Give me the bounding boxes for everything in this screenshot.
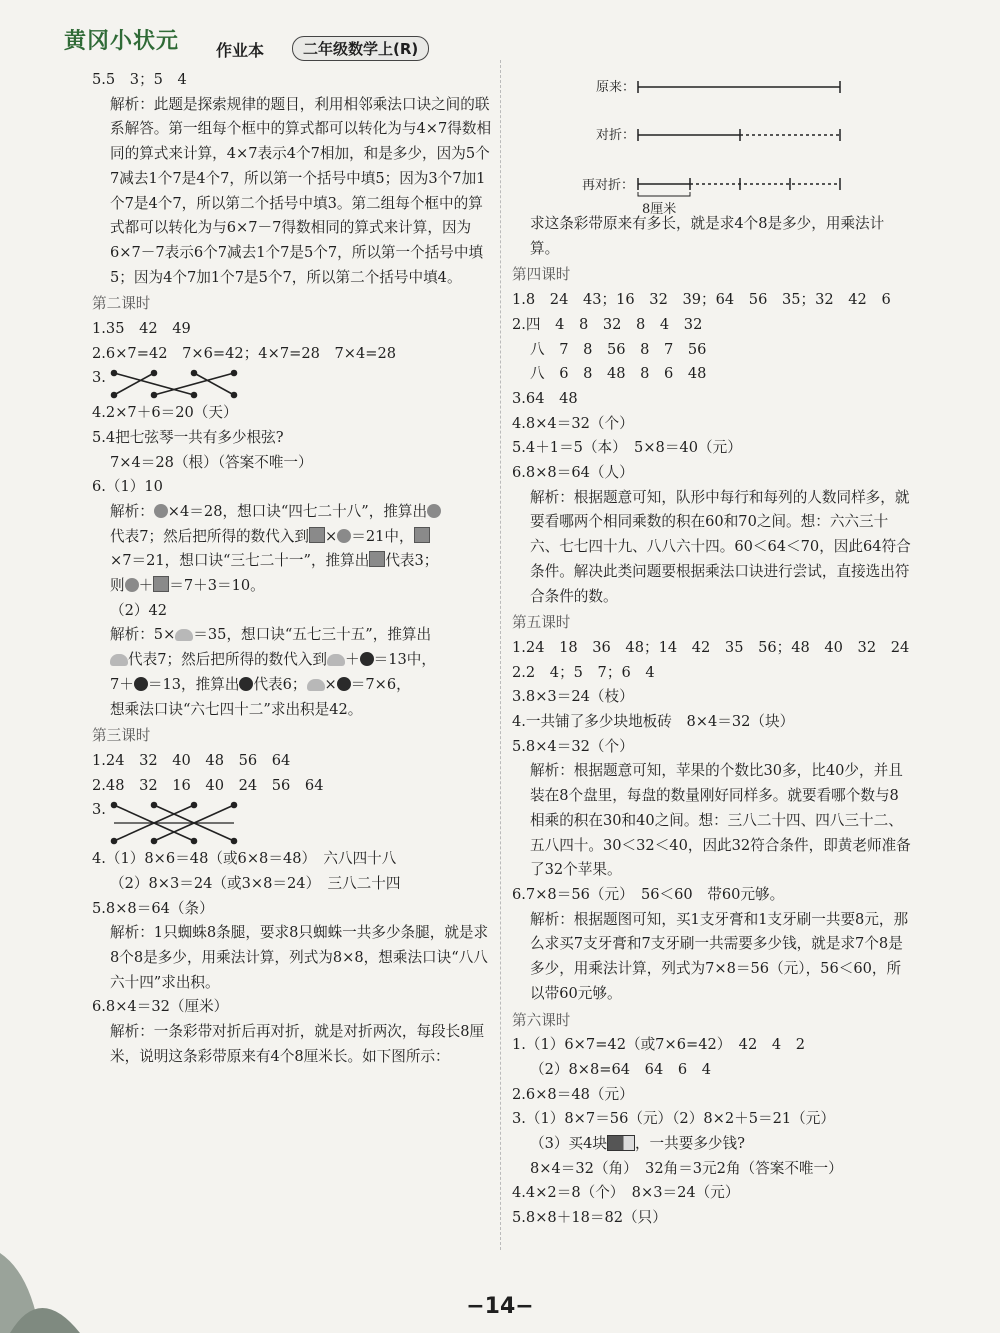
analysis-text: ×7＝21，想口诀“三七二十一”，推算出: [110, 552, 370, 570]
analysis-text: ＝13中，: [373, 651, 436, 669]
analysis-line: [92, 673, 492, 698]
square-icon: [414, 527, 430, 543]
peach-icon: [110, 654, 128, 666]
section-heading: 第二课时: [92, 295, 151, 313]
analysis-text: 解析：根据题意可知，苹果的个数比30多，比40少，并且装在8个盘里，每盘的数量刚好同样多。就要看哪个数与8相乘的积在30和40之间。想：三八二十四、四八三十二、五八四十。30＜32＜40，因此32符合条件，即黄老师准备了32个苹果。: [530, 762, 911, 879]
folded-ribbon-line: [636, 128, 846, 142]
section-heading: 第五课时: [512, 614, 571, 632]
leaf-decoration: [0, 1213, 90, 1333]
answer-line: 八 6 8 48 8 6 48: [530, 365, 707, 383]
analysis-text: 代表6；: [253, 675, 307, 693]
analysis-text: ×: [324, 675, 337, 693]
analysis-text: 解析：根据题图可知，买1支牙膏和1支牙刷一共要8元，那么求买7支牙膏和7支牙刷一共需要多少钱，就是求7个8是多少，用乘法计算，列式为7×8＝56（元），56＜60，所以带60元够。: [530, 910, 909, 1002]
answer-line: （2）42: [110, 601, 168, 619]
analysis-text: 解析：根据题意可知，队形中每行和每列的人数同样多，就要看哪两个相同乘数的积在60和70之间。想：六六三十六、七七四十九、八八六十四。60＜64＜70，因此64符合条件。解决此类问题要根据乘法口诀进行尝试，直接选出符合条件的数。: [530, 488, 911, 605]
square-icon: [369, 551, 385, 567]
analysis-line: 想乘法口诀“六七四十二”求出积是42。: [110, 700, 363, 718]
analysis-text: 代表7；然后把所得的数代入到: [128, 651, 328, 669]
answer-line: 2.四 4 8 32 8 4 32: [512, 315, 703, 333]
answer-line: 4.4×2＝8（个） 8×3＝24（元）: [512, 1184, 740, 1202]
answer-line: 1.24 18 36 48；14 42 35 56；48 40 32 24: [512, 638, 910, 656]
answer-line: [512, 1132, 912, 1157]
section-heading: 第三课时: [92, 727, 151, 745]
square-icon: [153, 576, 169, 592]
answer-line: 1.24 32 40 48 56 64: [92, 751, 291, 769]
answer-line: 5.8×8＝64（条）: [92, 899, 214, 917]
answer-line: 八 7 8 56 8 7 56: [530, 340, 707, 358]
analysis-line: [92, 549, 492, 574]
answer-line: 3.: [92, 801, 106, 819]
analysis-text: 代表7；然后把所得的数代入到: [110, 527, 310, 545]
analysis-line: [92, 574, 492, 599]
apple-icon: [360, 652, 374, 666]
analysis-text: ＝35，想口诀“五七三十五”，推算出: [193, 626, 432, 644]
analysis-text: 则: [110, 577, 125, 595]
section-heading: 第六课时: [512, 1011, 571, 1029]
section-heading: 第四课时: [512, 266, 571, 284]
matching-diagram: [110, 369, 250, 399]
circle-icon: [154, 504, 168, 518]
answer-line: 5.5 3；5 4: [92, 71, 187, 88]
analysis-line: [92, 623, 492, 648]
answer-line: 1.35 42 49: [92, 320, 191, 338]
apple-icon: [134, 677, 148, 691]
answer-line: 5.4把七弦琴一共有多少根弦?: [92, 428, 284, 446]
circle-icon: [125, 578, 139, 592]
analysis-line: [92, 525, 492, 550]
apple-icon: [239, 677, 253, 691]
analysis-text: 代表3；: [385, 552, 439, 570]
answer-text: ，一共要多少钱?: [634, 1135, 745, 1153]
analysis-text: ＋: [138, 577, 154, 595]
analysis-text: 解析：1只蜘蛛8条腿，要求8只蜘蛛一共多少条腿，就是求8个8是多少，用乘法计算，列式为8×8，想乘法口诀“八八六十四”求出积。: [110, 924, 489, 991]
book-title: 作业本: [216, 41, 265, 60]
analysis-text: ＝13，推算出: [147, 675, 240, 693]
analysis-line: [92, 648, 492, 673]
right-column: [512, 72, 912, 1231]
circle-icon: [337, 529, 351, 543]
analysis-text: ＝7×6，: [350, 675, 411, 693]
answer-line: 4.一共铺了多少块地板砖 8×4＝32（块）: [512, 713, 795, 731]
refolded-ribbon-line: [636, 174, 846, 200]
square-icon: [309, 527, 325, 543]
analysis-text: ×: [325, 527, 338, 545]
answer-line: 1.（1）6×7=42（或7×6=42） 42 4 2: [512, 1036, 805, 1054]
answer-line: 2.48 32 16 40 24 56 64: [92, 776, 324, 794]
answer-line: 2.2 4；5 7；6 4: [512, 663, 655, 681]
original-ribbon-line: [636, 80, 846, 94]
answer-line: 6.（1）10: [92, 478, 163, 496]
answer-line: （2）8×3＝24（或3×8＝24） 三八二十四: [110, 874, 401, 892]
answer-line: 6.7×8＝56（元） 56＜60 带60元够。: [512, 885, 785, 903]
analysis-text: ＋: [345, 651, 360, 669]
answer-line: 3.64 48: [512, 389, 578, 407]
figure-label: 8厘米: [642, 202, 677, 217]
peach-icon: [327, 654, 345, 666]
figure-label: 再对折：: [582, 178, 635, 193]
circle-icon: [427, 504, 441, 518]
brand-logo: 黄冈小状元: [64, 29, 180, 54]
answer-line: 4.2×7＋6＝20（天）: [92, 404, 238, 422]
answer-line: 8×4＝32（角） 32角＝3元2角（答案不唯一）: [530, 1159, 843, 1177]
analysis-text: 解析：一条彩带对折后再对折，就是对折两次，每段长8厘米，说明这条彩带原来有4个8厘米长。如下图所示：: [110, 1023, 485, 1065]
answer-line: （2）8×8=64 64 6 4: [530, 1060, 711, 1078]
answer-line: 5.4＋1＝5（本） 5×8＝40（元）: [512, 439, 742, 457]
figure-label: 原来：: [596, 80, 636, 95]
answer-line: 7×4＝28（根）（答案不唯一）: [110, 453, 313, 471]
page-header: [60, 18, 520, 64]
analysis-text: ＝7＋3＝10。: [169, 577, 265, 595]
column-divider: [500, 60, 501, 1250]
analysis-text: ×4＝28，想口诀“四七二十八”，推算出: [167, 502, 428, 520]
analysis-line: [92, 500, 492, 525]
answer-line: 1.8 24 43；16 32 39；64 56 35；32 42 6: [512, 291, 891, 309]
answer-line: 3.（1）8×7＝56（元）（2）8×2＋5＝21（元）: [512, 1110, 835, 1128]
answer-line: 2.6×8＝48（元）: [512, 1085, 634, 1103]
answer-line: 3.8×3＝24（枝）: [512, 688, 634, 706]
peach-icon: [307, 679, 325, 691]
page-number: −14−: [466, 1294, 534, 1319]
analysis-label: 解析：: [110, 502, 154, 520]
analysis-text: 解析：5×: [110, 626, 176, 644]
answer-text: （3）买4块: [530, 1135, 607, 1153]
answer-line: 3.: [92, 369, 106, 387]
peach-icon: [175, 629, 193, 641]
analysis-text: 7＋: [110, 675, 134, 693]
ribbon-figure: [512, 72, 912, 217]
figure-label: 对折：: [596, 128, 636, 143]
answer-line: 4.8×4＝32（个）: [512, 414, 634, 432]
analysis-text: 解析：此题是探索规律的题目，利用相邻乘法口诀之间的联系解答。第一组每个框中的算式都可以转化为与4×7得数相同的算式来计算，4×7表示4个7相加，和是多少，因为5个7减去1个7是4个7，所以第一个括号中填5；因为3个7加1个7是4个7，所以第二个括号中填3。第二组每个框中的算式都可以转化为与6×7－7得数相同的算式来计算，因为6×7－7表示6个7减去1个7是5个7，所以第一个括号中填5；因为4个7加1个7是5个7，所以第二个括号中填4。: [110, 95, 492, 286]
left-column: [92, 68, 492, 1069]
answer-line: 4.（1）8×6＝48（或6×8＝48） 六八四十八: [92, 850, 397, 868]
eraser-icon: [607, 1135, 635, 1151]
answer-line: 6.8×4＝32（厘米）: [92, 998, 229, 1016]
answer-line: 5.8×8＋18＝82（只）: [512, 1209, 667, 1227]
answer-line: 5.8×4＝32（个）: [512, 737, 634, 755]
analysis-text: ＝21中，: [351, 527, 414, 545]
analysis-text: 求这条彩带原来有多长，就是求4个8是多少，用乘法计算。: [530, 215, 885, 257]
grade-badge: 二年级数学上(R): [292, 36, 429, 61]
apple-icon: [337, 677, 351, 691]
matching-diagram: [110, 801, 250, 845]
answer-line: 6.8×8＝64（人）: [512, 464, 634, 482]
answer-line: 2.6×7=42 7×6=42；4×7=28 7×4=28: [92, 344, 397, 362]
